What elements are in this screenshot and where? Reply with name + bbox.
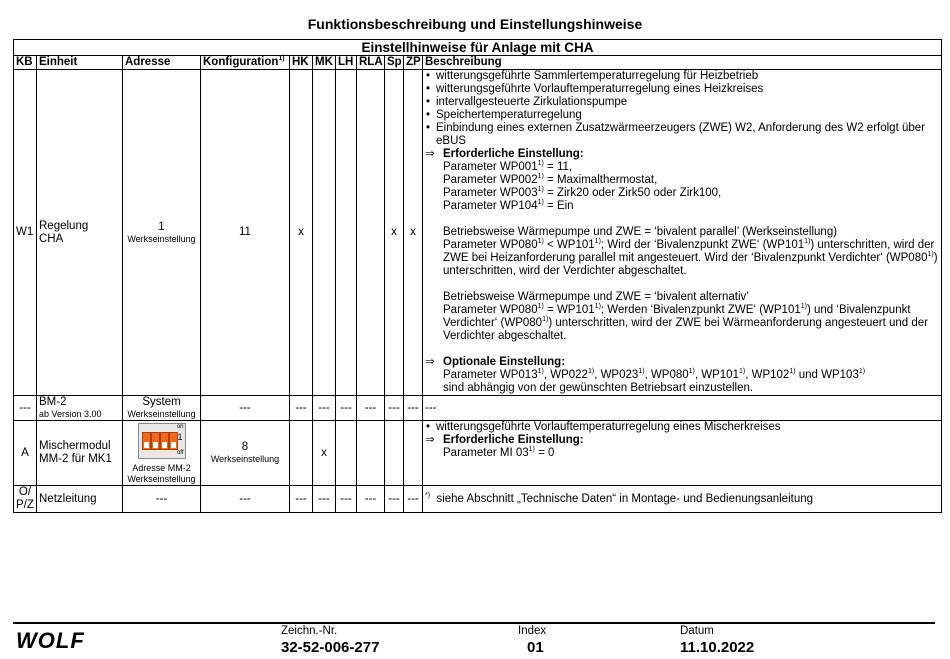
cell-lh [336, 70, 357, 396]
cell-zp [404, 421, 423, 486]
bullet-item: • witterungsgeführte Vorlauftemperaturregelung eines Heizkreises [425, 83, 939, 96]
dip-switch-icon: on 1 off [138, 423, 186, 459]
header-beschreibung: Beschreibung [423, 56, 942, 70]
arrow-icon: ⇒ [425, 148, 435, 160]
cell-sp: x [385, 70, 404, 396]
cell-sp: --- [385, 486, 404, 513]
cell-adresse: System Werkseinstellung [123, 396, 201, 421]
header-adresse: Adresse [123, 56, 201, 70]
cell-beschreibung [423, 421, 942, 486]
required-line: Parameter $WP003^{1)}$ = Zirk20 oder Zirk50 oder Zirk100, [443, 186, 722, 199]
cell-adresse: 1 Werkseinstellung [123, 70, 201, 396]
cell-rla [357, 70, 385, 396]
cell-rla [357, 421, 385, 486]
wolf-logo: WOLF [16, 628, 85, 653]
header-kb: KB [14, 56, 37, 70]
cell-zp: --- [404, 396, 423, 421]
cell-zp: --- [404, 486, 423, 513]
bullet-item: • intervallgesteuerte Zirkulationspumpe [425, 96, 939, 109]
cell-einheit: Netzleitung [37, 486, 123, 513]
table-caption: Einstellhinweise für Anlage mit CHA [14, 40, 942, 56]
cell-konfiguration: 11 [201, 70, 290, 396]
cell-einheit: BM-2 ab Version 3.00 [37, 396, 123, 421]
cell-lh [336, 421, 357, 486]
table-row-a [14, 421, 942, 486]
header-mk: MK [313, 56, 336, 70]
cell-kb: W1 [14, 70, 37, 396]
bullet-item: • Speichertemperaturregelung [425, 109, 939, 122]
arrow-icon: ⇒ [425, 356, 435, 368]
bullet-item: • witterungsgeführte Vorlauftemperaturregelung eines Mischerkreises [425, 421, 939, 434]
cell-konfiguration: 8 Werkseinstellung [201, 421, 290, 486]
cell-kb: --- [14, 396, 37, 421]
required-line: Parameter $WP001^{1)} = 11$, [443, 160, 573, 173]
index-label: Index [518, 625, 547, 637]
cell-beschreibung: --- [423, 396, 942, 421]
cell-einheit: Regelung CHA [37, 70, 123, 396]
header-einheit: Einheit [37, 56, 123, 70]
cell-lh: --- [336, 486, 357, 513]
date-value: 11.10.2022 [680, 639, 755, 656]
cell-beschreibung [423, 70, 942, 396]
index-value: 01 [527, 639, 544, 656]
required-line: Parameter $WP002^{1)}$ = Maximalthermostat, [443, 173, 658, 186]
header-lh: LH [336, 56, 357, 70]
required-setting-title: ⇒ Erforderliche Einstellung: [425, 434, 584, 446]
header-rla: RLA [357, 56, 385, 70]
table-header-row [14, 56, 942, 70]
cell-kb: A [14, 421, 37, 486]
cell-einheit: Mischermodul MM-2 für MK1 [37, 421, 123, 486]
cell-mk: --- [313, 486, 336, 513]
header-sp: Sp [385, 56, 404, 70]
optional-line: Parameter WP013$^{1)}$, WP022$^{1)}$, WP023$^{1)}$, WP080$^{1)}$, WP101$^{1)}$, WP102$^{1)}$ und WP103$^{1)}$ [443, 368, 866, 381]
required-setting-title: ⇒ Erforderliche Einstellung: [425, 148, 584, 160]
cell-adresse: on 1 off Adresse MM-2 Werkseinstellung [123, 421, 201, 486]
cell-sp: --- [385, 396, 404, 421]
optional-setting-title: ⇒ Optionale Einstellung: [425, 356, 566, 368]
cell-konfiguration: --- [201, 396, 290, 421]
required-line: Parameter $WP104^{1)}$ = Ein [443, 199, 574, 212]
cell-hk: --- [290, 396, 313, 421]
cell-mk [313, 70, 336, 396]
cell-sp [385, 421, 404, 486]
cell-lh: --- [336, 396, 357, 421]
optional-tail: sind abhängig von der gewünschten Betriebsart einzustellen. [443, 382, 754, 394]
cell-rla: --- [357, 396, 385, 421]
header-konfiguration: Konfiguration$^{1)}$ [201, 56, 290, 70]
table-row-netzleitung [14, 486, 942, 513]
bullet-item: • witterungsgeführte Sammlertemperaturregelung für Heizbetrieb [425, 70, 939, 83]
drawing-number-label: Zeichn.-Nr. [281, 625, 338, 637]
header-zp: ZP [404, 56, 423, 70]
bullet-item: • Einbindung eines externen Zusatzwärmeerzeugers (ZWE) W2, Anforderung des W2 erfolgt über eBUS [425, 122, 939, 148]
drawing-number-value: 32-52-006-277 [281, 639, 380, 656]
cell-kb: O/ P/Z [14, 486, 37, 513]
cell-adresse: --- [123, 486, 201, 513]
cell-hk: x [290, 70, 313, 396]
cell-beschreibung: *) siehe Abschnitt „Technische Daten“ in Montage- und Bedienungsanleitung [423, 486, 942, 513]
date-label: Datum [680, 625, 714, 637]
table-row-w1 [14, 70, 942, 396]
settings-table [13, 39, 942, 513]
table-row-bm2 [14, 396, 942, 421]
cell-mk: x [313, 421, 336, 486]
arrow-icon: ⇒ [425, 434, 435, 446]
footer-divider [13, 622, 935, 624]
cell-konfiguration: --- [201, 486, 290, 513]
cell-rla: --- [357, 486, 385, 513]
header-hk: HK [290, 56, 313, 70]
cell-hk [290, 421, 313, 486]
page-title: Funktionsbeschreibung und Einstellungshinweise [307, 16, 643, 32]
cell-zp: x [404, 70, 423, 396]
mode-parallel: Betriebsweise Wärmepumpe und ZWE = ‘bivalent parallel’ (Werkseinstellung) Parameter $WP080^{1)} < WP101^{1)}$; Wird der ‘Bivalenzpunkt ZWE‘ (WP101$^{1)}$) unterschritten, wird der ZWE bei Heizanforderung parallel mit angesteuert. Wird der ‘Bivalenzpunkt Verdichter‘ (WP080$^{1)}$) unterschritten, wird der Verdichter abgeschaltet. [443, 226, 938, 277]
required-line: Parameter MI $03^{1)} = 0$ [443, 446, 555, 459]
mode-alternativ: Betriebsweise Wärmepumpe und ZWE = ‘bivalent alternativ’ Parameter $WP080^{1)} = WP101^{1)}$; Werden ‘Bivalenzpunkt ZWE‘ (WP101$^{1)}$) und ‘Bivalenzpunkt Verdichter‘ (WP080$^{1)}$) unterschritten, wird der ZWE bei Wärmeanforderung angesteuert und der Verdichter abgeschaltet. [443, 291, 928, 342]
cell-mk: --- [313, 396, 336, 421]
cell-hk: --- [290, 486, 313, 513]
